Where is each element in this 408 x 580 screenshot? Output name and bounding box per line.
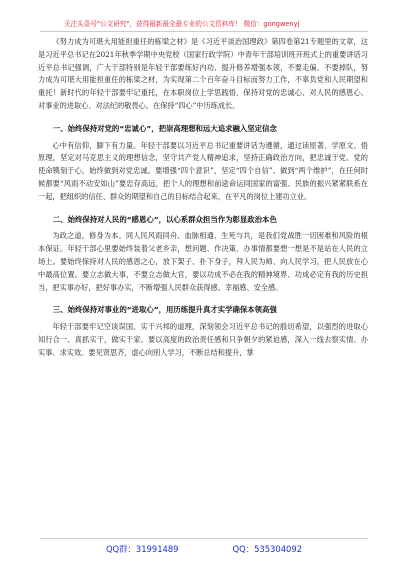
section-heading-2: 二、始终保持对人民的“感恩心”，以心系群众担当作为彰显政治本色: [52, 214, 277, 224]
section-paragraph-1: 心中有信仰，脚下有力量。年轻干部要以习近平总书记重要讲话为遵循，通过读原著、学原文、悟原理，坚定对马克思主义的理想信念，坚守共产党人精神追求，坚持正确政治方向，把忠诚于党、党的使命镌刻于心，始终做到对党忠诚。要增强“四个意识”，坚定“四个自信”、做到“两个维护”，在任何时候都要“风雨不动安如山”要忠存高远，把个人的理想和前途命运同国家的富强、民族的振兴紧紧联系在一起，把组织的信任、群众的期望和自己的目标结合起来，在平凡的岗位上建功立业。: [38, 140, 368, 201]
qq-group-text: QQ群：31991489: [105, 544, 179, 554]
article-body: [38, 36, 368, 360]
intro-paragraph: 《努力成为可堪大用能担重任的栋梁之材》是《习近平谈治国理政》第四卷第21专题里的文章，这是习近平总书记在2021年秋季学期中央党校（国家行政学院）中青年干部培训班开班式上的重要讲话习近平总书记强调，广大干部特别是年轻干部要练好内功、提升修养增强本领，不要走偏、不要掉队，努力成为可堪大用能担重任的栋梁之材，为实现第二个百年奋斗目标而努力工作，不辜负党和人民期望和重托！新时代的年轻干部要牢记重托，在本职岗位上学思践悟，保持对党的忠诚心、对人民的感恩心、对事业的进取心、对法纪的敬畏心，在保持“四心”中历练成长。: [38, 37, 368, 110]
section-paragraph-2: 为政之道，修身为本。同人民风雨同舟、血脉相通、生死与共，是我们党战胜一切困难和风险的根本保证。年轻干部心里要始终装着父老乡亲，想问题、作决策、办事情都要想一想是不是站在人民的立场上。要始终保持对人民的感恩之心，放下架子、扑下身子，拜人民为师、向人民学习，把人民放在心中最高位置。要立志做大事，不要立志做大官，要以功成不必在我的精神境界、功成必定有我的历史担当，把实事办好，把好事办实，不断增强人民群众获得感、幸福感、安全感。: [38, 231, 368, 292]
qq-contact-text: QQ：535304092: [232, 544, 303, 554]
section-paragraph-3: 年轻干部要牢记空谈误国、实干兴邦的道理，深刻领会习近平总书记的殷切希望，以强烈的进取心知行合一、真抓实干，做实干家。要以高度的政治责任感和只争朝夕的紧迫感，深入一线去察实情、办实事、求实效。要见贤思齐，虚心向别人学习，不断总结和提升，掌: [38, 322, 368, 357]
page-footer: [40, 538, 368, 555]
section-heading-3: 三、始终保持对事业的“进取心”，用历练提升真才实学确保本领高强: [52, 305, 277, 315]
section-heading-1: 一、始终保持对党的“忠诚心”，把崇高理想和远大追求融入坚定信念: [52, 123, 277, 133]
header-divider: [40, 31, 368, 32]
page-header: 关注头条号"公文研究"，获得最新最全最专业的公文资料库！ 微信：gongwenyj: [64, 20, 300, 28]
